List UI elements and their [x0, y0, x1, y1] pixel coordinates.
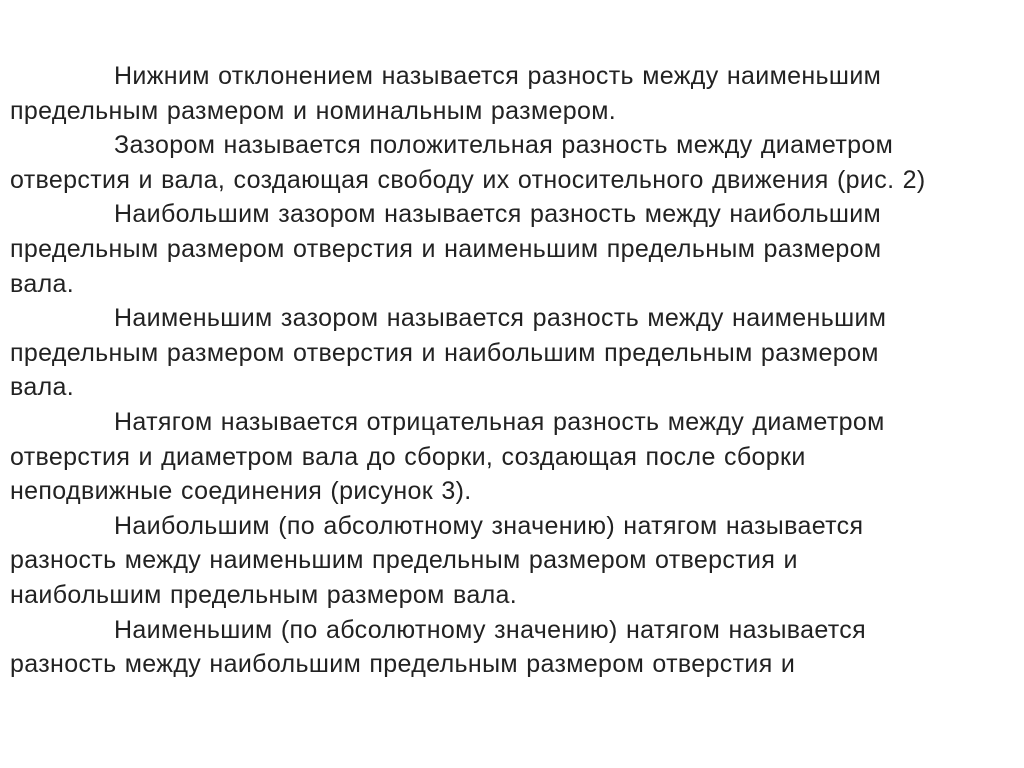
- text-line: отверстия и вала, создающая свободу их относительного движения (рис. 2): [10, 165, 926, 194]
- text-line: отверстия и диаметром вала до сборки, создающая после сборки: [10, 442, 806, 471]
- text-line: наибольшим предельным размером вала.: [10, 580, 518, 609]
- text-line: вала.: [10, 269, 75, 298]
- text-line: предельным размером отверстия и наименьшим предельным размером: [10, 234, 882, 263]
- text-line: Наименьшим зазором называется разность между наименьшим: [114, 304, 887, 333]
- text-line: предельным размером и номинальным размером.: [10, 96, 617, 125]
- text-line: разность между наибольшим предельным размером отверстия и: [10, 650, 796, 679]
- text-line: Наибольшим зазором называется разность между наибольшим: [114, 200, 882, 229]
- text-line: Наименьшим (по абсолютному значению) натягом называется: [114, 615, 867, 644]
- text-line: Натягом называется отрицательная разность между диаметром: [114, 407, 885, 436]
- text-line: Нижним отклонением называется разность между наименьшим: [114, 62, 882, 90]
- definitions-text: [10, 59, 1014, 682]
- text-line: неподвижные соединения (рисунок 3).: [10, 477, 472, 506]
- text-line: разность между наименьшим предельным размером отверстия и: [10, 546, 798, 575]
- text-line: Наибольшим (по абсолютному значению) натягом называется: [114, 511, 864, 540]
- text-line: вала.: [10, 373, 75, 402]
- text-line: Зазором называется положительная разность между диаметром: [114, 131, 894, 160]
- text-line: предельным размером отверстия и наибольшим предельным размером: [10, 338, 879, 367]
